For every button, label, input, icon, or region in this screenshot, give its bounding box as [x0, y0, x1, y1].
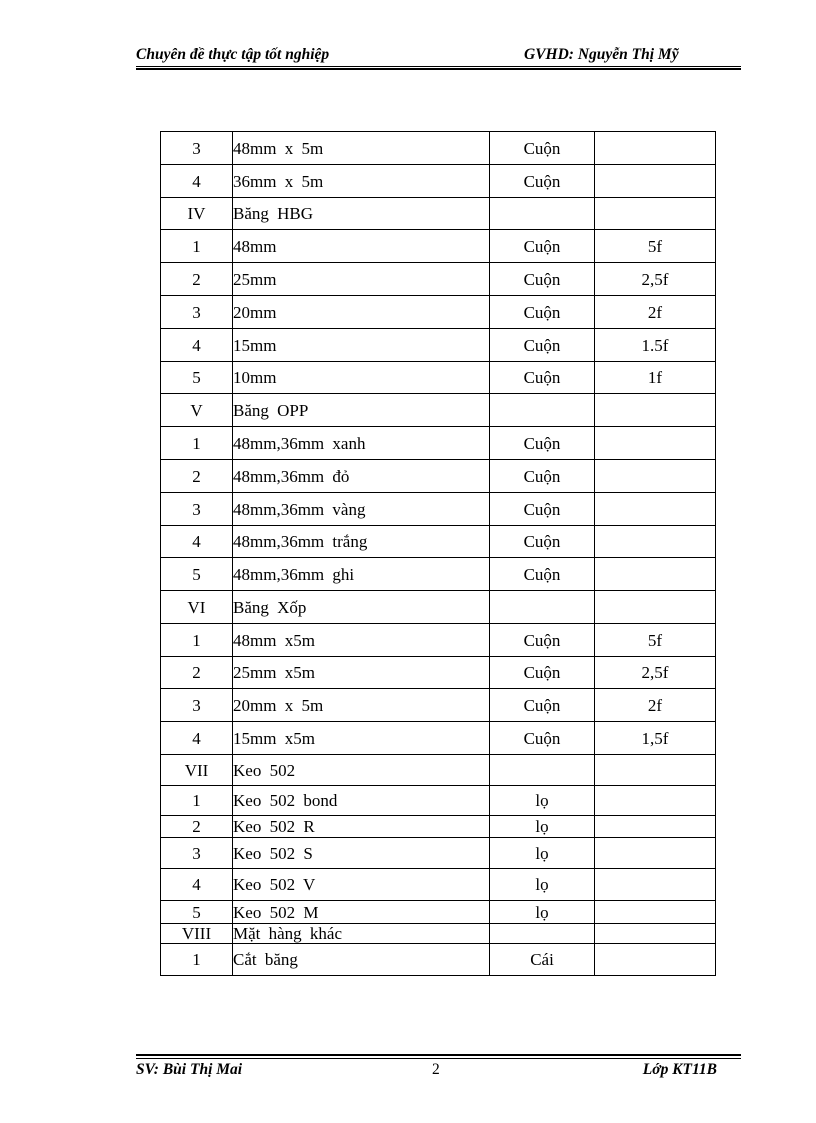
item-name: 48mm,36mm vàng — [233, 493, 490, 526]
item-unit: Cuộn — [490, 460, 595, 493]
page-number: 2 — [432, 1061, 440, 1078]
item-quantity: 2,5f — [595, 657, 716, 689]
item-unit: lọ — [490, 869, 595, 901]
table-row — [161, 362, 716, 394]
item-quantity: 5f — [595, 230, 716, 263]
row-number: 4 — [161, 526, 233, 558]
goods-table — [160, 131, 716, 976]
table-row — [161, 296, 716, 329]
item-unit: Cuộn — [490, 427, 595, 460]
table-row — [161, 558, 716, 591]
item-unit: Cuộn — [490, 296, 595, 329]
item-name: 15mm x5m — [233, 722, 490, 755]
item-name: 48mm — [233, 230, 490, 263]
section-name: Băng Xốp — [233, 591, 490, 624]
row-number: 3 — [161, 689, 233, 722]
table-row — [161, 944, 716, 976]
item-name: Cắt băng — [233, 944, 490, 976]
item-quantity — [595, 394, 716, 427]
item-name: 36mm x 5m — [233, 165, 490, 198]
section-number: VII — [161, 755, 233, 786]
row-number: 3 — [161, 838, 233, 869]
table-section-row — [161, 591, 716, 624]
item-unit: Cuộn — [490, 657, 595, 689]
page-footer — [136, 1061, 741, 1079]
row-number: 4 — [161, 165, 233, 198]
row-number: 2 — [161, 657, 233, 689]
table-row — [161, 427, 716, 460]
row-number: 3 — [161, 132, 233, 165]
table-row — [161, 838, 716, 869]
item-quantity: 5f — [595, 624, 716, 657]
item-quantity — [595, 165, 716, 198]
footer-rule-thick — [136, 1054, 741, 1056]
row-number: 2 — [161, 460, 233, 493]
item-unit — [490, 591, 595, 624]
item-unit — [490, 394, 595, 427]
section-name: Mặt hàng khác — [233, 924, 490, 944]
item-unit: Cuộn — [490, 165, 595, 198]
section-name: Băng OPP — [233, 394, 490, 427]
item-unit: Cuộn — [490, 722, 595, 755]
item-name: 48mm,36mm xanh — [233, 427, 490, 460]
table-row — [161, 263, 716, 296]
item-quantity — [595, 901, 716, 924]
item-name: Keo 502 S — [233, 838, 490, 869]
item-name: 20mm — [233, 296, 490, 329]
item-name: Keo 502 M — [233, 901, 490, 924]
item-quantity — [595, 924, 716, 944]
item-unit — [490, 924, 595, 944]
table-row — [161, 722, 716, 755]
item-quantity — [595, 869, 716, 901]
item-name: 48mm,36mm đỏ — [233, 460, 490, 493]
row-number: 4 — [161, 869, 233, 901]
item-unit: lọ — [490, 816, 595, 838]
table-row — [161, 816, 716, 838]
row-number: 2 — [161, 263, 233, 296]
item-name: Keo 502 R — [233, 816, 490, 838]
item-unit: Cuộn — [490, 689, 595, 722]
item-unit: Cuộn — [490, 132, 595, 165]
table-row — [161, 869, 716, 901]
item-quantity — [595, 755, 716, 786]
item-quantity: 1,5f — [595, 722, 716, 755]
footer-student-name: SV: Bùi Thị Mai — [136, 1061, 243, 1078]
item-name: 25mm — [233, 263, 490, 296]
item-quantity — [595, 493, 716, 526]
item-quantity: 1f — [595, 362, 716, 394]
section-name: Băng HBG — [233, 198, 490, 230]
section-number: VIII — [161, 924, 233, 944]
page-header — [136, 46, 741, 64]
item-unit: Cuộn — [490, 526, 595, 558]
row-number: 1 — [161, 786, 233, 816]
item-unit: Cái — [490, 944, 595, 976]
item-name: 48mm,36mm ghi — [233, 558, 490, 591]
item-name: Keo 502 bond — [233, 786, 490, 816]
item-unit: Cuộn — [490, 230, 595, 263]
row-number: 1 — [161, 230, 233, 263]
row-number: 1 — [161, 624, 233, 657]
table-section-row — [161, 394, 716, 427]
item-quantity: 2,5f — [595, 263, 716, 296]
item-quantity — [595, 427, 716, 460]
item-quantity — [595, 816, 716, 838]
row-number: 1 — [161, 427, 233, 460]
item-quantity: 2f — [595, 296, 716, 329]
table-row — [161, 657, 716, 689]
table-row — [161, 689, 716, 722]
section-number: IV — [161, 198, 233, 230]
item-quantity: 2f — [595, 689, 716, 722]
item-quantity — [595, 198, 716, 230]
footer-class-name: Lớp KT11B — [642, 1061, 717, 1078]
item-quantity — [595, 944, 716, 976]
table-row — [161, 493, 716, 526]
item-name: 10mm — [233, 362, 490, 394]
row-number: 2 — [161, 816, 233, 838]
table-row — [161, 901, 716, 924]
table-row — [161, 624, 716, 657]
item-name: 48mm x5m — [233, 624, 490, 657]
item-unit: Cuộn — [490, 493, 595, 526]
item-name: 15mm — [233, 329, 490, 362]
table-row — [161, 230, 716, 263]
table-row — [161, 786, 716, 816]
row-number: 4 — [161, 329, 233, 362]
table-section-row — [161, 755, 716, 786]
row-number: 5 — [161, 558, 233, 591]
item-quantity — [595, 591, 716, 624]
item-name: 20mm x 5m — [233, 689, 490, 722]
item-unit — [490, 755, 595, 786]
row-number: 5 — [161, 362, 233, 394]
item-quantity — [595, 460, 716, 493]
table-row — [161, 329, 716, 362]
header-report-title: Chuyên đề thực tập tốt nghiệp — [136, 46, 330, 63]
item-unit: Cuộn — [490, 362, 595, 394]
item-unit: lọ — [490, 786, 595, 816]
header-supervisor: GVHD: Nguyễn Thị Mỹ — [524, 46, 679, 63]
item-quantity — [595, 838, 716, 869]
section-name: Keo 502 — [233, 755, 490, 786]
table-section-row — [161, 924, 716, 944]
item-quantity — [595, 786, 716, 816]
item-unit: Cuộn — [490, 624, 595, 657]
item-quantity — [595, 558, 716, 591]
row-number: 5 — [161, 901, 233, 924]
item-name: 48mm,36mm trắng — [233, 526, 490, 558]
row-number: 3 — [161, 296, 233, 329]
item-unit — [490, 198, 595, 230]
item-quantity — [595, 132, 716, 165]
table-row — [161, 132, 716, 165]
item-unit: lọ — [490, 838, 595, 869]
header-rule-thin — [136, 66, 741, 67]
footer-rule-thin — [136, 1058, 741, 1059]
item-unit: Cuộn — [490, 329, 595, 362]
item-name: Keo 502 V — [233, 869, 490, 901]
item-quantity — [595, 526, 716, 558]
item-unit: Cuộn — [490, 263, 595, 296]
item-unit: Cuộn — [490, 558, 595, 591]
header-rule-thick — [136, 68, 741, 70]
table-row — [161, 526, 716, 558]
section-number: V — [161, 394, 233, 427]
table-section-row — [161, 198, 716, 230]
table-row — [161, 460, 716, 493]
item-unit: lọ — [490, 901, 595, 924]
row-number: 4 — [161, 722, 233, 755]
item-name: 25mm x5m — [233, 657, 490, 689]
section-number: VI — [161, 591, 233, 624]
row-number: 3 — [161, 493, 233, 526]
row-number: 1 — [161, 944, 233, 976]
item-quantity: 1.5f — [595, 329, 716, 362]
item-name: 48mm x 5m — [233, 132, 490, 165]
table-row — [161, 165, 716, 198]
